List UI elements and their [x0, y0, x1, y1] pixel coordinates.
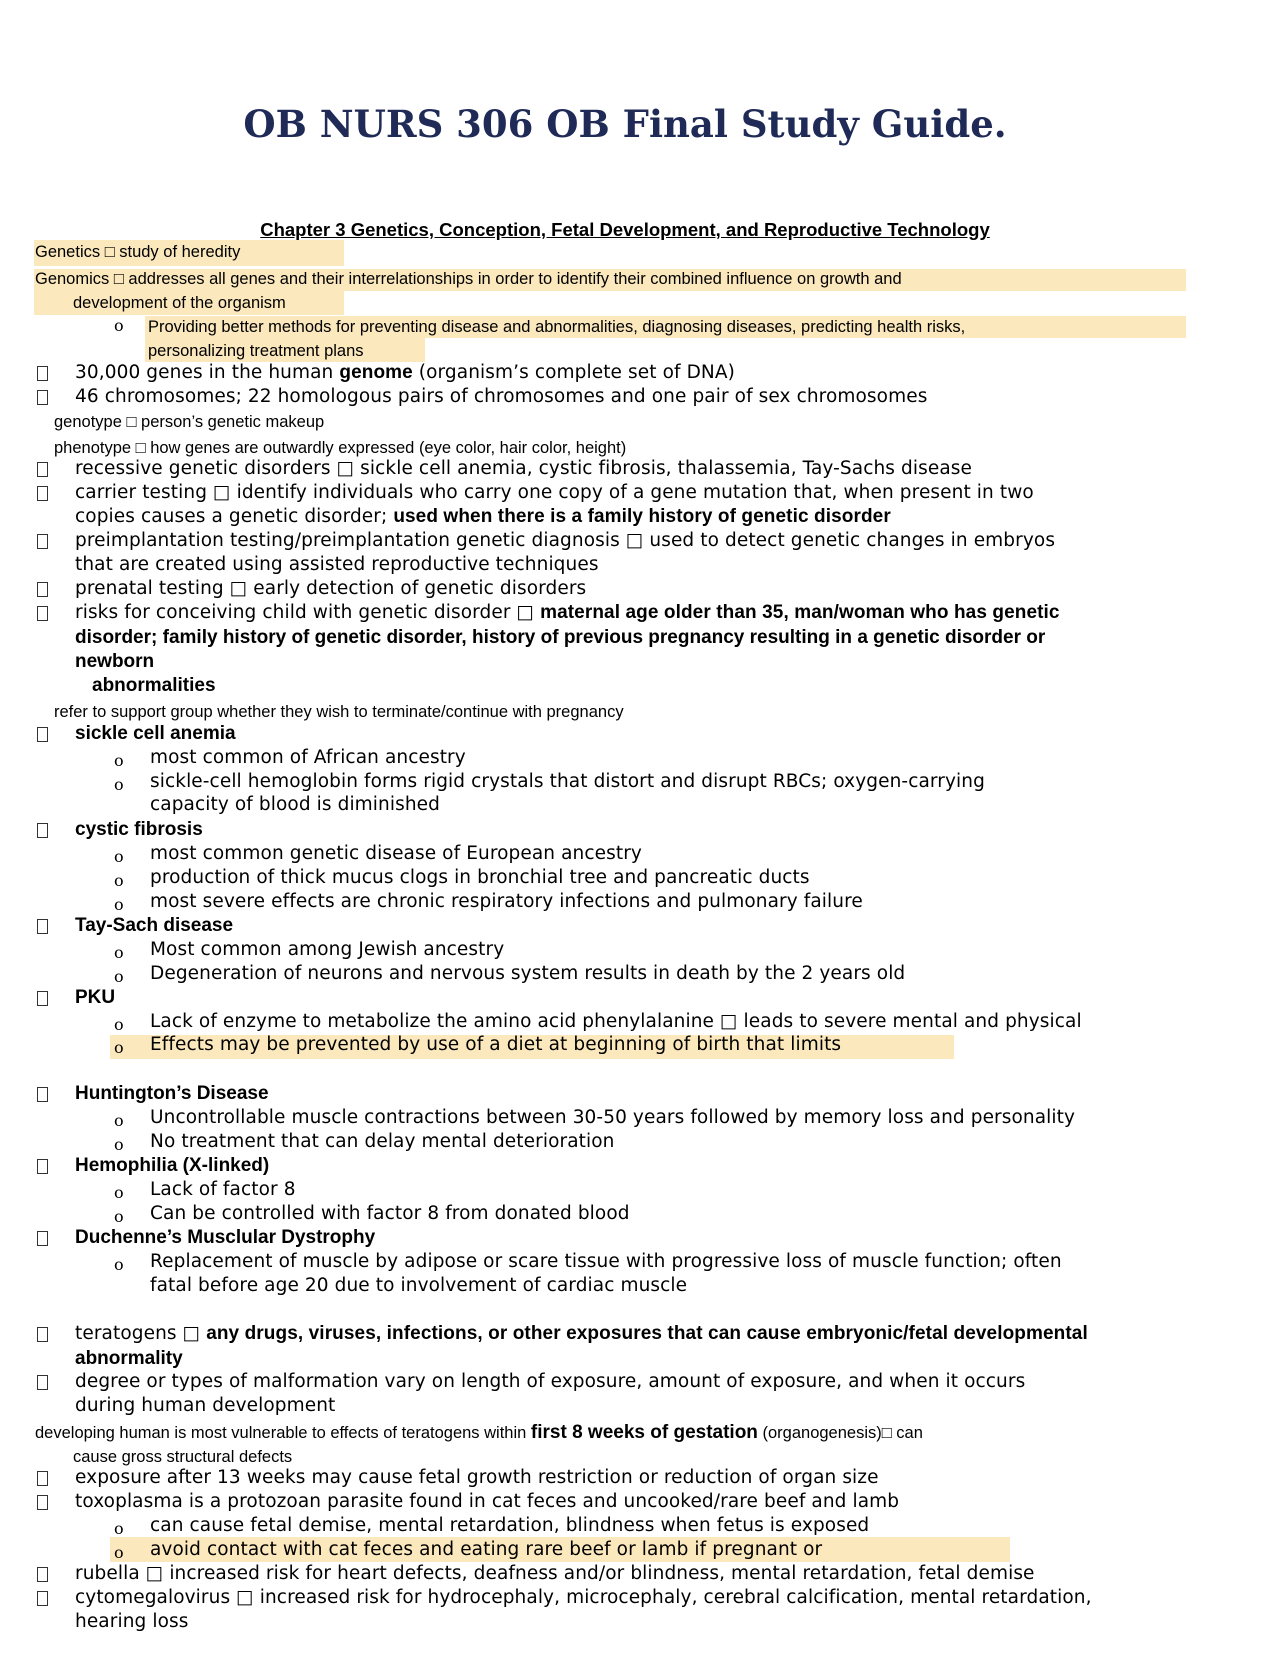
line-teratogens-cont: abnormality — [75, 1348, 183, 1369]
line-recessive: recessive genetic disorders □ sickle cell anemia, cystic fibrosis, thalassemia, Tay-Sachs disease — [75, 458, 972, 479]
line-sickle-2-cont: capacity of blood is diminished — [150, 794, 440, 815]
line-carrier-cont: copies causes a genetic disorder; used when there is a family history of genetic disorder — [75, 506, 891, 527]
heading-cystic-fibrosis: cystic fibrosis — [75, 819, 203, 840]
sub-bullet: o — [114, 751, 124, 770]
bullet-box — [37, 1591, 48, 1606]
bullet-box — [37, 462, 48, 477]
line-phenotype: phenotype □ how genes are outwardly expressed (eye color, hair color, height) — [54, 439, 627, 457]
chapter-heading: Chapter 3 Genetics, Conception, Fetal Development, and Reproductive Technology — [260, 219, 990, 240]
line-cf-2: production of thick mucus clogs in bronchial tree and pancreatic ducts — [150, 867, 810, 888]
line-toxo-1: can cause fetal demise, mental retardation, blindness when fetus is exposed — [150, 1515, 870, 1536]
bullet-box — [37, 727, 48, 742]
sub-bullet: o — [114, 1111, 124, 1130]
line-toxoplasma: toxoplasma is a protozoan parasite found in cat feces and uncooked/rare beef and lamb — [75, 1491, 900, 1512]
bullet-box — [37, 534, 48, 549]
heading-duchenne: Duchenne’s Musclular Dystrophy — [75, 1227, 376, 1248]
line-dmd-1-cont: fatal before age 20 due to involvement of cardiac muscle — [150, 1275, 688, 1296]
line-providing-cont: personalizing treatment plans — [148, 342, 364, 360]
sub-bullet: o — [114, 967, 124, 986]
line-carrier: carrier testing □ identify individuals who carry one copy of a gene mutation that, when present in two — [75, 482, 1034, 503]
line-risks-cont2: newborn — [75, 651, 155, 672]
line-hemo-1: Lack of factor 8 — [150, 1179, 296, 1200]
line-pku-2: Effects may be prevented by use of a diet at beginning of birth that limits — [150, 1034, 842, 1055]
sub-bullet: o — [114, 1255, 124, 1274]
heading-tay-sach: Tay-Sach disease — [75, 915, 234, 936]
bullet-box — [37, 919, 48, 934]
bullet-box — [37, 366, 48, 381]
heading-sickle-cell: sickle cell anemia — [75, 723, 236, 744]
line-cf-3: most severe effects are chronic respiratory infections and pulmonary failure — [150, 891, 863, 912]
bullet-box — [37, 390, 48, 405]
line-sickle-2: sickle-cell hemoglobin forms rigid crystals that distort and disrupt RBCs; oxygen-carrying — [150, 771, 985, 792]
bullet-box — [37, 1495, 48, 1510]
line-genetics: Genetics □ study of heredity — [35, 243, 241, 261]
bullet-box — [37, 991, 48, 1006]
bullet-box — [37, 1567, 48, 1582]
line-cmv-cont: hearing loss — [75, 1611, 189, 1632]
heading-hemophilia: Hemophilia (X-linked) — [75, 1155, 270, 1176]
heading-huntington: Huntington’s Disease — [75, 1083, 269, 1104]
line-developing-cont: cause gross structural defects — [73, 1448, 293, 1466]
line-risks: risks for conceiving child with genetic disorder □ maternal age older than 35, man/woman who has genetic — [75, 602, 1060, 623]
bullet-box — [37, 1231, 48, 1246]
sub-bullet: o — [114, 1183, 124, 1202]
bullet-box — [37, 823, 48, 838]
line-genomics-cont: development of the organism — [73, 294, 286, 312]
line-support: refer to support group whether they wish to terminate/continue with pregnancy — [54, 703, 624, 721]
line-prenatal: prenatal testing □ early detection of genetic disorders — [75, 578, 587, 599]
line-genomics: Genomics □ addresses all genes and their interrelationships in order to identify their combined influence on growth and — [35, 270, 902, 288]
sub-bullet: o — [114, 1543, 124, 1562]
sub-bullet: o — [114, 1207, 124, 1226]
bullet-box — [37, 1159, 48, 1174]
bullet-box — [37, 1375, 48, 1390]
line-cmv: cytomegalovirus □ increased risk for hydrocephaly, microcephaly, cerebral calcification, mental retardation, — [75, 1587, 1092, 1608]
bullet-box — [37, 606, 48, 621]
sub-bullet: o — [114, 1038, 124, 1057]
line-dmd-1: Replacement of muscle by adipose or scare tissue with progressive loss of muscle function; often — [150, 1251, 1062, 1272]
line-genotype: genotype □ person’s genetic makeup — [54, 413, 325, 431]
line-genes: 30,000 genes in the human genome (organism’s complete set of DNA) — [75, 362, 735, 383]
line-degree: degree or types of malformation vary on length of exposure, amount of exposure, and when it occurs — [75, 1371, 1026, 1392]
sub-bullet: o — [114, 1519, 124, 1538]
heading-pku: PKU — [75, 987, 116, 1008]
line-degree-cont: during human development — [75, 1395, 336, 1416]
line-risks-cont: disorder; family history of genetic disorder, history of previous pregnancy resulting in a genetic disorder or — [75, 627, 1046, 648]
bullet-box — [37, 1327, 48, 1342]
line-preimplantation: preimplantation testing/preimplantation genetic diagnosis □ used to detect genetic changes in embryos — [75, 530, 1056, 551]
line-risks-cont3: abnormalities — [92, 675, 216, 696]
sub-bullet: o — [114, 775, 124, 794]
line-preimplantation-cont: that are created using assisted reproductive techniques — [75, 554, 599, 575]
line-toxo-2: avoid contact with cat feces and eating rare beef or lamb if pregnant or — [150, 1539, 823, 1560]
bullet-box — [37, 486, 48, 501]
sub-bullet: o — [114, 871, 124, 890]
bullet-box — [37, 1471, 48, 1486]
line-pku-1: Lack of enzyme to metabolize the amino acid phenylalanine □ leads to severe mental and physical — [150, 1011, 1082, 1032]
line-rubella: rubella □ increased risk for heart defects, deafness and/or blindness, mental retardation, fetal demise — [75, 1563, 1035, 1584]
line-providing: Providing better methods for preventing disease and abnormalities, diagnosing diseases, predicting health risks, — [148, 318, 966, 336]
sub-bullet: o — [114, 1015, 124, 1034]
line-hunt-2: No treatment that can delay mental deterioration — [150, 1131, 615, 1152]
sub-bullet: o — [114, 1135, 124, 1154]
sub-bullet: o — [114, 847, 124, 866]
line-cf-1: most common genetic disease of European ancestry — [150, 843, 642, 864]
line-developing: developing human is most vulnerable to effects of teratogens within first 8 weeks of gestation (organogenesis)□ can — [35, 1422, 923, 1443]
line-tay-1: Most common among Jewish ancestry — [150, 939, 505, 960]
document-title: OB NURS 306 OB Final Study Guide. — [243, 102, 1007, 146]
sub-bullet: o — [114, 316, 124, 335]
line-exposure: exposure after 13 weeks may cause fetal growth restriction or reduction of organ size — [75, 1467, 879, 1488]
sub-bullet: o — [114, 895, 124, 914]
line-chromosomes: 46 chromosomes; 22 homologous pairs of chromosomes and one pair of sex chromosomes — [75, 386, 928, 407]
line-teratogens: teratogens □ any drugs, viruses, infections, or other exposures that can cause embryonic/fetal developmental — [75, 1323, 1088, 1344]
bullet-box — [37, 1087, 48, 1102]
bullet-box — [37, 582, 48, 597]
line-tay-2: Degeneration of neurons and nervous system results in death by the 2 years old — [150, 963, 906, 984]
sub-bullet: o — [114, 943, 124, 962]
line-hunt-1: Uncontrollable muscle contractions between 30-50 years followed by memory loss and personality — [150, 1107, 1076, 1128]
line-hemo-2: Can be controlled with factor 8 from donated blood — [150, 1203, 630, 1224]
line-sickle-1: most common of African ancestry — [150, 747, 466, 768]
